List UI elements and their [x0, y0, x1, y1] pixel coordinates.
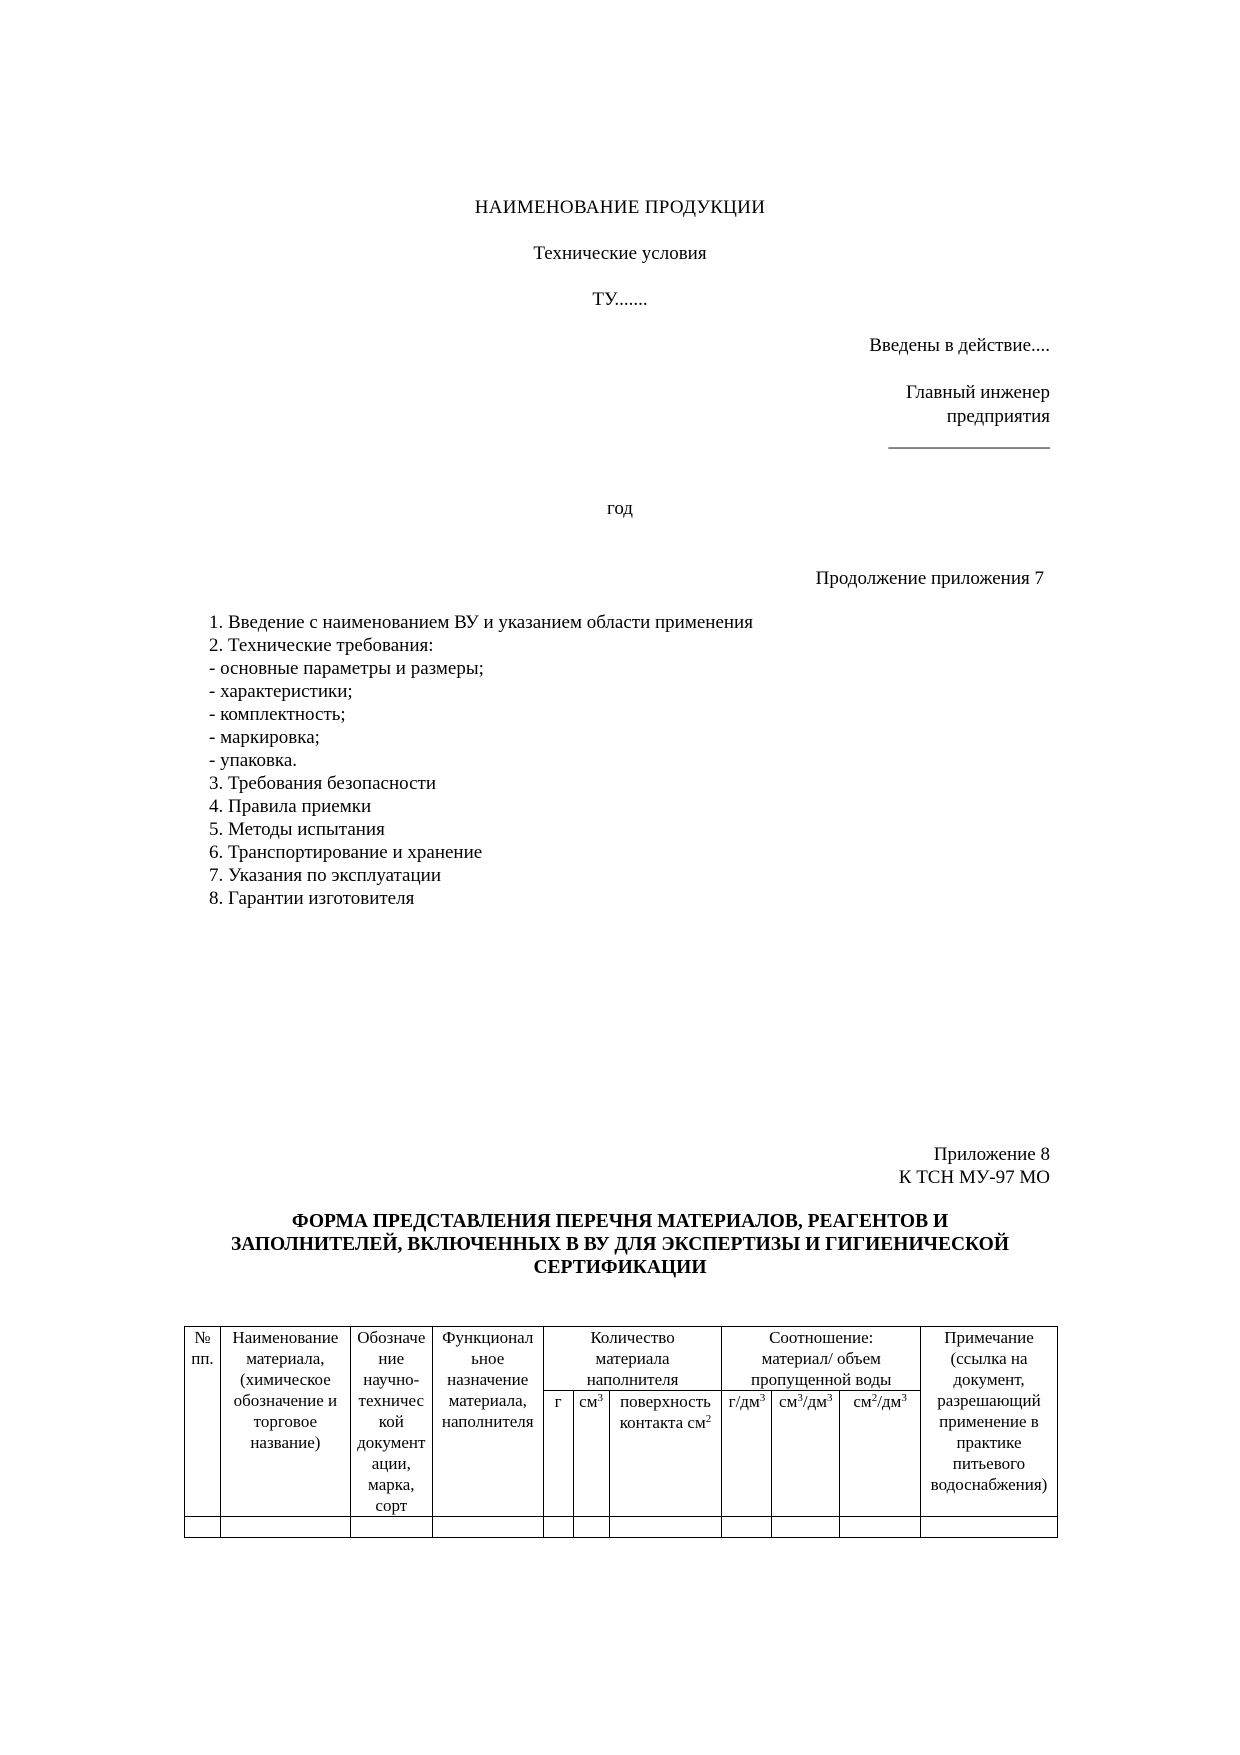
- table-cell[interactable]: [722, 1517, 772, 1538]
- table-cell[interactable]: [432, 1517, 543, 1538]
- table-cell[interactable]: [573, 1517, 609, 1538]
- sub-g-dm3: $г/дм^3$: [722, 1391, 772, 1517]
- introduced-date: Введены в действие....: [869, 335, 1050, 356]
- header-quantity: Количество материала наполнителя: [543, 1327, 722, 1391]
- tu-number: ТУ.......: [592, 289, 648, 310]
- contents-list: [209, 611, 753, 910]
- continuation-label: Продолжение приложения 7: [815, 568, 1044, 589]
- list-item: 2. Технические требования:: [209, 635, 434, 656]
- header-ratio: Соотношение: материал/ объем пропущенной воды: [722, 1327, 921, 1391]
- list-item: - упаковка.: [209, 750, 298, 771]
- table-cell[interactable]: [350, 1517, 432, 1538]
- sub-cm3-dm3: $см^3/дм^3$: [772, 1391, 840, 1517]
- header-note: Примечание (ссылка на документ, разрешающий применение в практике питьевого водоснабжения): [921, 1327, 1058, 1517]
- table-row: [185, 1517, 1058, 1538]
- list-item: - комплектность;: [209, 704, 346, 725]
- document-title: НАИМЕНОВАНИЕ ПРОДУКЦИИ: [474, 197, 766, 218]
- list-item: 4. Правила приемки: [209, 796, 372, 817]
- list-item: 3. Требования безопасности: [209, 773, 437, 794]
- sub-surface: поверхность контакта $см^2$: [609, 1391, 722, 1517]
- signature-line: _________________: [888, 430, 1050, 451]
- table-header-row: [185, 1327, 1058, 1391]
- form-title-line-1: ФОРМА ПРЕДСТАВЛЕНИЯ ПЕРЕЧНЯ МАТЕРИАЛОВ, РЕАГЕНТОВ И: [291, 1211, 949, 1232]
- sub-cm3: $см^3$: [573, 1391, 609, 1517]
- list-item: 1. Введение с наименованием ВУ и указанием области применения: [209, 612, 753, 633]
- list-item: 6. Транспортирование и хранение: [209, 842, 483, 863]
- form-title-line-3: СЕРТИФИКАЦИИ: [533, 1257, 707, 1278]
- sub-g: г: [543, 1391, 573, 1517]
- appendix-line-2: К ТСН МУ-97 МО: [898, 1167, 1050, 1188]
- list-item: - характеристики;: [209, 681, 353, 702]
- table-cell[interactable]: [840, 1517, 921, 1538]
- header-material-name: Наименование материала, (химическое обозначение и торговое название): [220, 1327, 350, 1517]
- chief-engineer-block: [889, 381, 1051, 453]
- year-label: год: [607, 498, 633, 519]
- header-designation: Обозначе ние научно- техничес кой документ ации, марка, сорт: [350, 1327, 432, 1517]
- appendix-label: [899, 1143, 1050, 1189]
- materials-table: [184, 1326, 1058, 1538]
- list-item: - основные параметры и размеры;: [209, 658, 484, 679]
- form-title: [180, 1210, 1060, 1279]
- table-cell[interactable]: [543, 1517, 573, 1538]
- chief-line-2: предприятия: [946, 406, 1050, 427]
- list-item: 7. Указания по эксплуатации: [209, 865, 441, 886]
- table-cell[interactable]: [220, 1517, 350, 1538]
- appendix-line-1: Приложение 8: [933, 1144, 1050, 1165]
- sub-cm2-dm3: $см^2/дм^3$: [840, 1391, 921, 1517]
- table-cell[interactable]: [185, 1517, 221, 1538]
- list-item: - маркировка;: [209, 727, 320, 748]
- list-item: 5. Методы испытания: [209, 819, 385, 840]
- table-cell[interactable]: [772, 1517, 840, 1538]
- chief-line-1: Главный инженер: [905, 382, 1050, 403]
- table-cell[interactable]: [921, 1517, 1058, 1538]
- header-num: № пп.: [185, 1327, 221, 1517]
- header-function: Функционал ьное назначение материала, наполнителя: [432, 1327, 543, 1517]
- document-subtitle: Технические условия: [533, 243, 707, 264]
- table-cell[interactable]: [609, 1517, 722, 1538]
- form-title-line-2: ЗАПОЛНИТЕЛЕЙ, ВКЛЮЧЕННЫХ В ВУ ДЛЯ ЭКСПЕРТИЗЫ И ГИГИЕНИЧЕСКОЙ: [230, 1234, 1010, 1255]
- list-item: 8. Гарантии изготовителя: [209, 888, 415, 909]
